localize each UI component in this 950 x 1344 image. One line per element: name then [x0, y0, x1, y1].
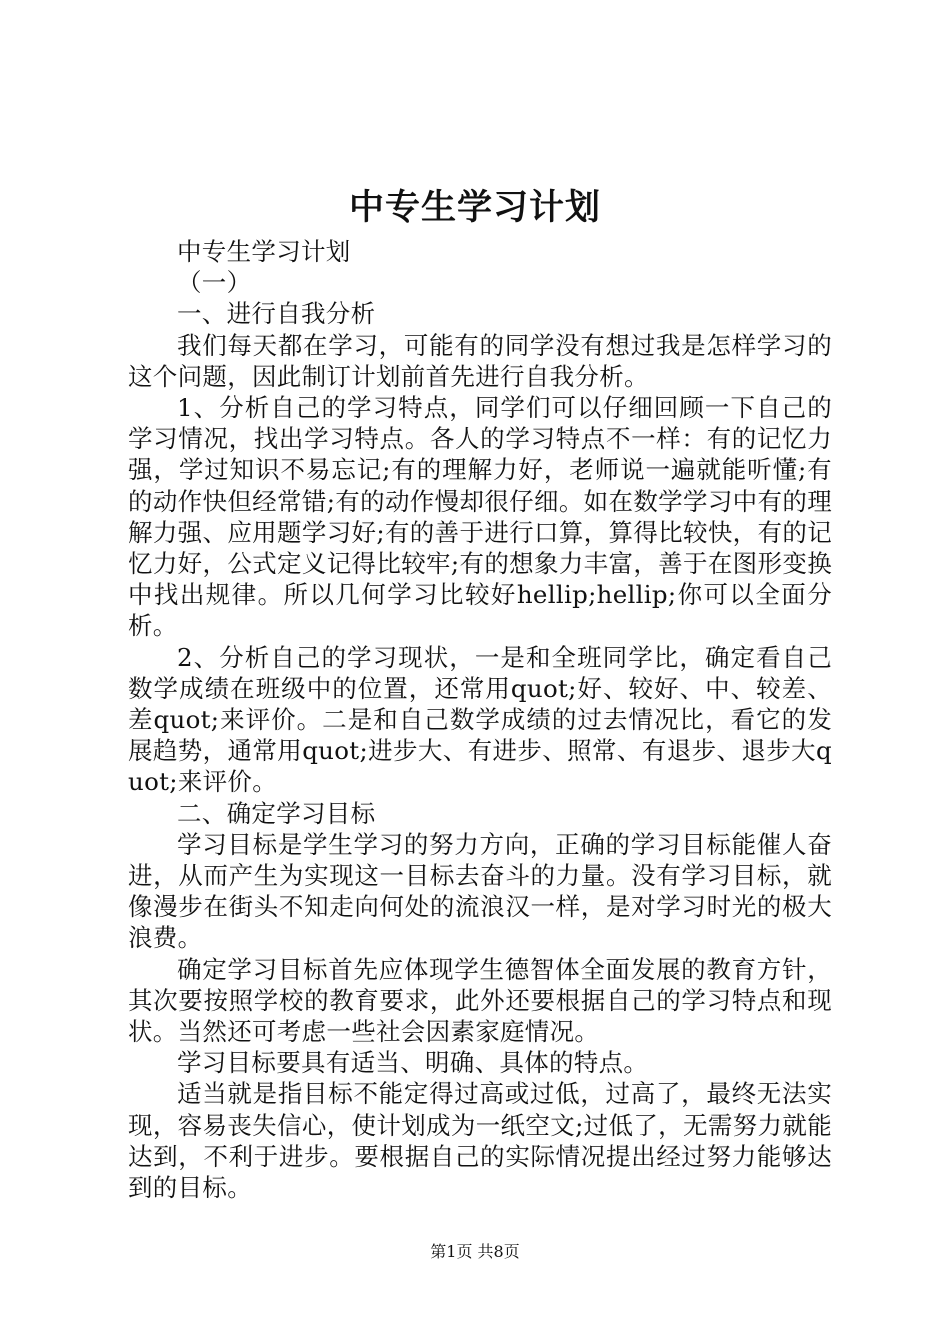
paragraph-goal-traits: 学习目标要具有适当、明确、具体的特点。: [177, 1048, 649, 1078]
paragraph-intro: 我们每天都在学习，可能有的同学没有想过我是怎样学习的这个问题，因此制订计划前首先进行自我分析。: [128, 330, 832, 391]
page-number-footer: 第1页 共8页: [430, 1242, 520, 1261]
paragraph-goal-appropriate: 适当就是指目标不能定得过高或过低，过高了，最终无法实现，容易丧失信心，使计划成为一纸空文;过低了，无需努力就能达到，不利于进步。要根据自己的实际情况提出经过努力能够达到的目标。: [128, 1079, 832, 1203]
paragraph-goal-purpose: 学习目标是学生学习的努力方向，正确的学习目标能催人奋进，从而产生为实现这一目标去奋斗的力量。没有学习目标，就像漫步在街头不知走向何处的流浪汉一样，是对学习时光的极大浪费。: [128, 829, 832, 953]
section-heading-self-analysis: 一、进行自我分析: [177, 299, 376, 329]
paragraph-subtitle: 中专生学习计划: [177, 237, 351, 266]
paragraph-learning-status: 2、分析自己的学习现状，一是和全班同学比，确定看自己数学成绩在班级中的位置，还常用quot;好、较好、中、较差、差quot;来评价。二是和自己数学成绩的过去情况比，看它的发展趋势，通常用quot;进步大、有进步、照常、有退步、退步大quot;来评价。: [128, 642, 832, 797]
document-title: 中专生学习计划: [348, 187, 601, 228]
document-body: [128, 236, 832, 1203]
paragraph-learning-traits: 1、分析自己的学习特点，同学们可以仔细回顾一下自己的学习情况，找出学习特点。各人的学习特点不一样：有的记忆力强，学过知识不易忘记;有的理解力好，老师说一遍就能听懂;有的动作快但经常错;有的动作慢却很仔细。如在数学学习中有的理解力强、应用题学习好;有的善于进行口算，算得比较快，有的记忆力好，公式定义记得比较牢;有的想象力丰富，善于在图形变换中找出规律。所以几何学习比较好hellip;hellip;你可以全面分析。: [128, 393, 832, 641]
section-heading-goals: 二、确定学习目标: [177, 798, 376, 828]
paragraph-part-marker: （一）: [177, 268, 252, 298]
paragraph-goal-basis: 确定学习目标首先应体现学生德智体全面发展的教育方针，其次要按照学校的教育要求，此外还要根据自己的学习特点和现状。当然还可考虑一些社会因素家庭情况。: [128, 954, 832, 1047]
